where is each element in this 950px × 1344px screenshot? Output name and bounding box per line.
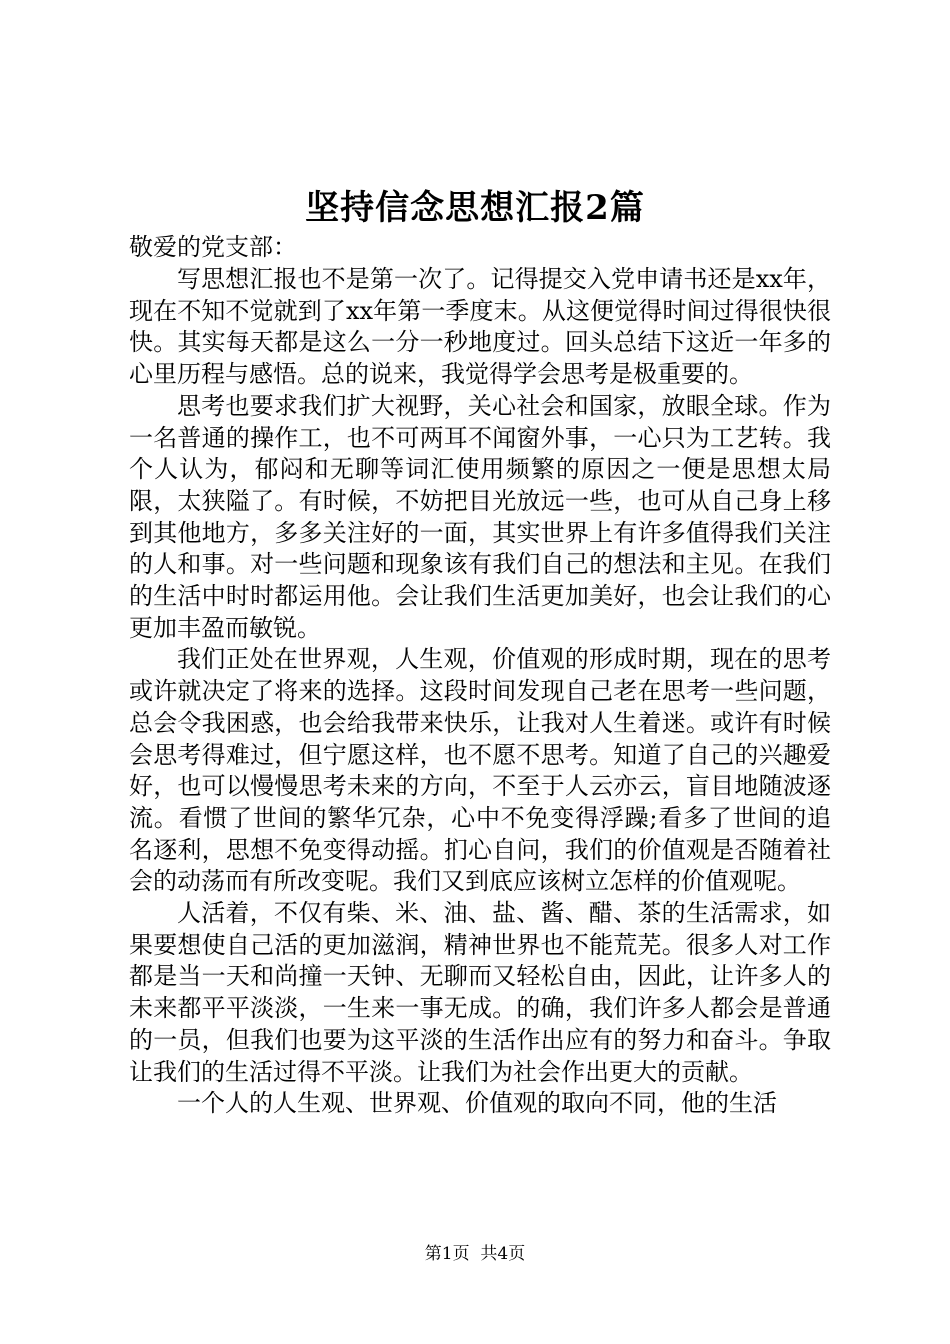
paragraph: 人活着，不仅有柴、米、油、盐、酱、醋、茶的生活需求，如果要想使自己活的更加滋润，精神世界也不能荒芜。很多人对工作都是当一天和尚撞一天钟、无聊而又轻松自由，因此，让许多人的未来都平平淡淡，一生来一事无成。的确，我们许多人都会是普通的一员，但我们也要为这平淡的生活作出应有的努力和奋斗。争取让我们的生活过得不平淡。让我们为社会作出更大的贡献。 <box>129 899 831 1086</box>
paragraph: 写思想汇报也不是第一次了。记得提交入党申请书还是xx年，现在不知不觉就到了xx年第一季度末。从这便觉得时间过得很快很快。其实每天都是这么一分一秒地度过。回头总结下这近一年多的心里历程与感悟。总的说来，我觉得学会思考是极重要的。 <box>129 265 831 389</box>
paragraph: 思考也要求我们扩大视野，关心社会和国家，放眼全球。作为一名普通的操作工，也不可两耳不闻窗外事，一心只为工艺转。我个人认为，郁闷和无聊等词汇使用频繁的原因之一便是思想太局限，太狭隘了。有时候，不妨把目光放远一些，也可从自己身上移到其他地方，多多关注好的一面，其实世界上有许多值得我们关注的人和事。对一些问题和现象该有我们自己的想法和主见。在我们的生活中时时都运用他。会让我们生活更加美好，也会让我们的心更加丰盈而敏锐。 <box>129 391 831 642</box>
paragraph: 我们正处在世界观，人生观，价值观的形成时期，现在的思考或许就决定了将来的选择。这段时间发现自己老在思考一些问题，总会令我困惑，也会给我带来快乐，让我对人生着迷。或许有时候会思考得难过，但宁愿这样，也不愿不思考。知道了自己的兴趣爱好，也可以慢慢思考未来的方向，不至于人云亦云，盲目地随波逐流。看惯了世间的繁华冗杂，心中不免变得浮躁;看多了世间的追名逐利，思想不免变得动摇。扪心自问，我们的价值观是否随着社会的动荡而有所改变呢。我们又到底应该树立怎样的价值观呢。 <box>129 645 831 896</box>
document-body <box>129 264 831 1120</box>
paragraph: 一个人的人生观、世界观、价值观的取向不同，他的生活 <box>177 1089 777 1118</box>
document-title: 坚持信念思想汇报2篇 <box>305 188 645 228</box>
salutation: 敬爱的党支部： <box>129 233 297 261</box>
page-number-footer: 第1页 共4页 <box>424 1244 526 1264</box>
